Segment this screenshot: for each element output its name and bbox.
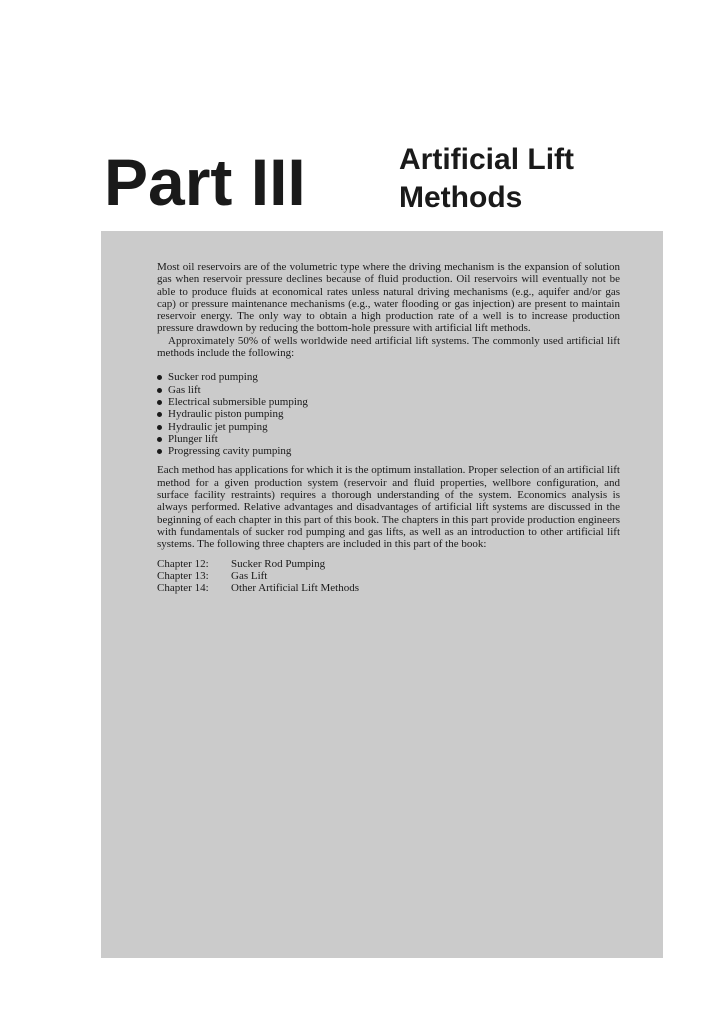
lift-methods-list (157, 371, 620, 457)
list-item: Progressing cavity pumping (157, 445, 620, 457)
part-subtitle (399, 141, 574, 217)
list-item: Gas lift (157, 384, 620, 396)
content-panel (101, 231, 663, 958)
list-item: Sucker rod pumping (157, 371, 620, 383)
part-intro-text (157, 261, 620, 594)
chapter-title: Gas Lift (231, 569, 268, 582)
intro-paragraph: Most oil reservoirs are of the volumetric type where the driving mechanism is the expansion of solution gas when reservoir pressure declines because of fluid production. Oil reservoirs will eventually not be able to produce fluids at economical rates unless natural driving mechanisms (e.g., aquifer and/or gas cap) or pressure maintenance mechanisms (e.g., water flooding or gas injection) are present to maintain reservoir energy. The only way to obtain a high production rate of a well is to increase production pressure drawdown by reducing the bottom-hole pressure with artificial lift methods. (157, 261, 620, 335)
second-paragraph: Approximately 50% of wells worldwide need artificial lift systems. The commonly used artificial lift methods include the following: (157, 334, 620, 360)
subtitle-line-2: Methods (399, 181, 523, 214)
chapter-number: Chapter 14: (157, 582, 209, 595)
list-item: Hydraulic piston pumping (157, 408, 620, 420)
chapter-title: Sucker Rod Pumping (231, 557, 326, 570)
chapter-title: Other Artificial Lift Methods (231, 582, 359, 595)
chapter-number: Chapter 13: (157, 569, 209, 582)
list-item: Plunger lift (157, 433, 620, 445)
chapter-row (157, 582, 620, 594)
chapter-row (157, 558, 620, 570)
third-paragraph: Each method has applications for which it is the optimum installation. Proper selection of an artificial lift method for a given production system (reservoir and fluid properties, wellbore configuration, and surface facility restraints) requires a thorough understanding of the system. Economics analysis is always performed. Relative advantages and disadvantages of artificial lift systems are discussed in the beginning of each chapter in this part of this book. The chapters in this part provide production engineers with fundamentals of sucker rod pumping and gas lifts, as well as an introduction to other artificial lift systems. The following three chapters are included in this part of the book: (157, 464, 620, 551)
subtitle-line-1: Artificial Lift (399, 143, 575, 176)
chapter-row (157, 570, 620, 582)
chapter-list (157, 558, 620, 595)
part-title: Part III (104, 145, 306, 219)
chapter-number: Chapter 12: (157, 557, 209, 570)
list-item: Electrical submersible pumping (157, 396, 620, 408)
list-item: Hydraulic jet pumping (157, 421, 620, 433)
